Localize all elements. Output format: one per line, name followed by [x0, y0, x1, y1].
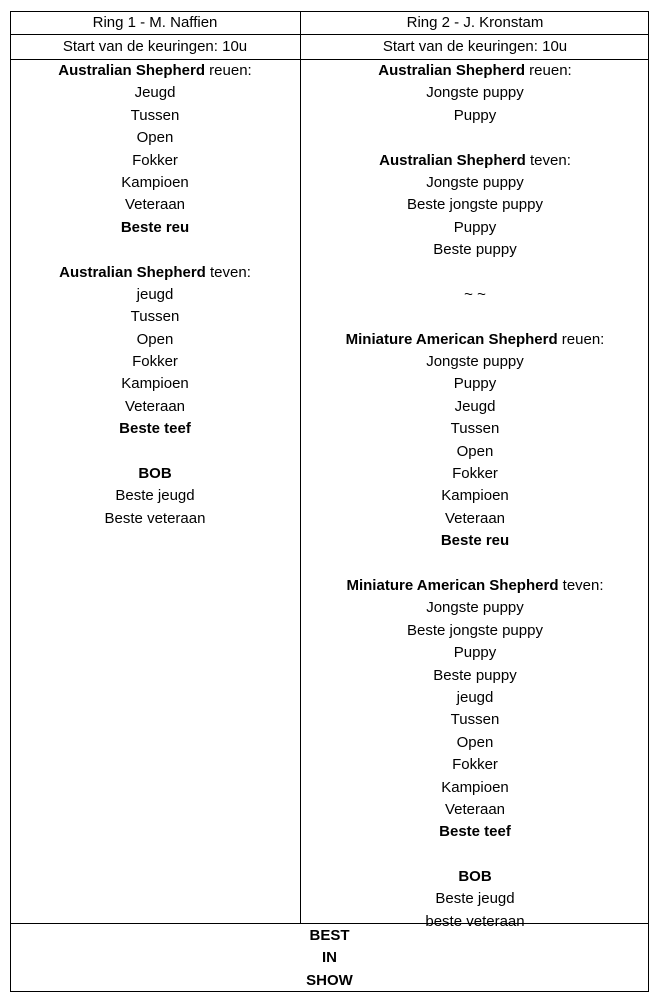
list-item: Beste jongste puppy — [407, 196, 543, 214]
ring1-start-time: Start van de keuringen: 10u — [62, 38, 248, 55]
best-male: Beste reu — [440, 532, 510, 550]
list-item: Jongste puppy — [426, 84, 524, 102]
list-item: Fokker — [452, 465, 498, 483]
list-item: Jongste puppy — [426, 353, 524, 371]
ring2-start-time: Start van de keuringen: 10u — [382, 38, 568, 55]
best-female: Beste teef — [119, 420, 191, 438]
list-item: Jeugd — [454, 397, 496, 415]
list-item: Veteraan — [124, 196, 186, 214]
bob-label: BOB — [138, 465, 172, 483]
ring2-schedule — [283, 60, 658, 933]
ring1-schedule — [10, 60, 300, 530]
best-veteran: Beste veteraan — [104, 509, 206, 527]
best-youth: Beste jeugd — [115, 487, 195, 505]
section-heading: Australian Shepherd reuen: — [58, 62, 252, 79]
list-item: Beste puppy — [433, 241, 517, 259]
list-item: Open — [456, 442, 494, 460]
list-item: Veteraan — [124, 397, 186, 415]
best-female: Beste teef — [439, 823, 511, 841]
list-item: Jongste puppy — [426, 599, 524, 617]
list-item: jeugd — [456, 688, 494, 706]
list-item: Open — [136, 330, 174, 348]
list-item: Beste jongste puppy — [407, 621, 543, 639]
list-item: Tussen — [130, 106, 180, 124]
list-item: Fokker — [132, 151, 178, 169]
separator: ~ ~ — [464, 285, 486, 303]
list-item: Puppy — [453, 218, 497, 236]
ring2-title: Ring 2 - J. Kronstam — [406, 14, 544, 31]
section-heading: Australian Shepherd reuen: — [378, 62, 572, 79]
list-item: Kampioen — [441, 778, 509, 796]
list-item: Kampioen — [121, 375, 189, 393]
list-item: Kampioen — [441, 487, 509, 505]
class-list — [10, 82, 300, 216]
section-heading: Australian Shepherd teven: — [59, 263, 251, 281]
list-item: Fokker — [452, 756, 498, 774]
section-heading: Miniature American Shepherd teven: — [346, 576, 604, 594]
class-list — [10, 284, 300, 418]
list-item: Veteraan — [444, 509, 506, 527]
best-male: Beste reu — [120, 218, 190, 236]
list-item: Fokker — [132, 353, 178, 371]
best-in-show-line: BEST — [309, 927, 350, 944]
best-youth: Beste jeugd — [435, 890, 515, 908]
best-in-show-line: IN — [322, 949, 337, 967]
best-in-show-line: SHOW — [306, 971, 353, 989]
ring1-title: Ring 1 - M. Naffien — [92, 14, 218, 31]
best-veteran: beste veteraan — [425, 912, 525, 930]
list-item: jeugd — [136, 285, 174, 303]
section-heading: Miniature American Shepherd reuen: — [345, 330, 605, 348]
row-divider-header — [10, 34, 649, 35]
list-item: Puppy — [453, 375, 497, 393]
list-item: Jongste puppy — [426, 173, 524, 191]
list-item: Veteraan — [444, 800, 506, 818]
list-item: Tussen — [130, 308, 180, 326]
list-item: Puppy — [453, 644, 497, 662]
list-item: Open — [136, 129, 174, 147]
list-item: Kampioen — [121, 173, 189, 191]
list-item: Beste puppy — [433, 666, 517, 684]
best-in-show — [10, 925, 649, 992]
list-item: Tussen — [450, 711, 500, 729]
list-item: Jeugd — [134, 84, 176, 102]
list-item: Tussen — [450, 420, 500, 438]
section-heading: Australian Shepherd teven: — [379, 151, 571, 169]
bob-label: BOB — [458, 868, 492, 886]
list-item: Puppy — [453, 106, 497, 124]
list-item: Open — [456, 733, 494, 751]
